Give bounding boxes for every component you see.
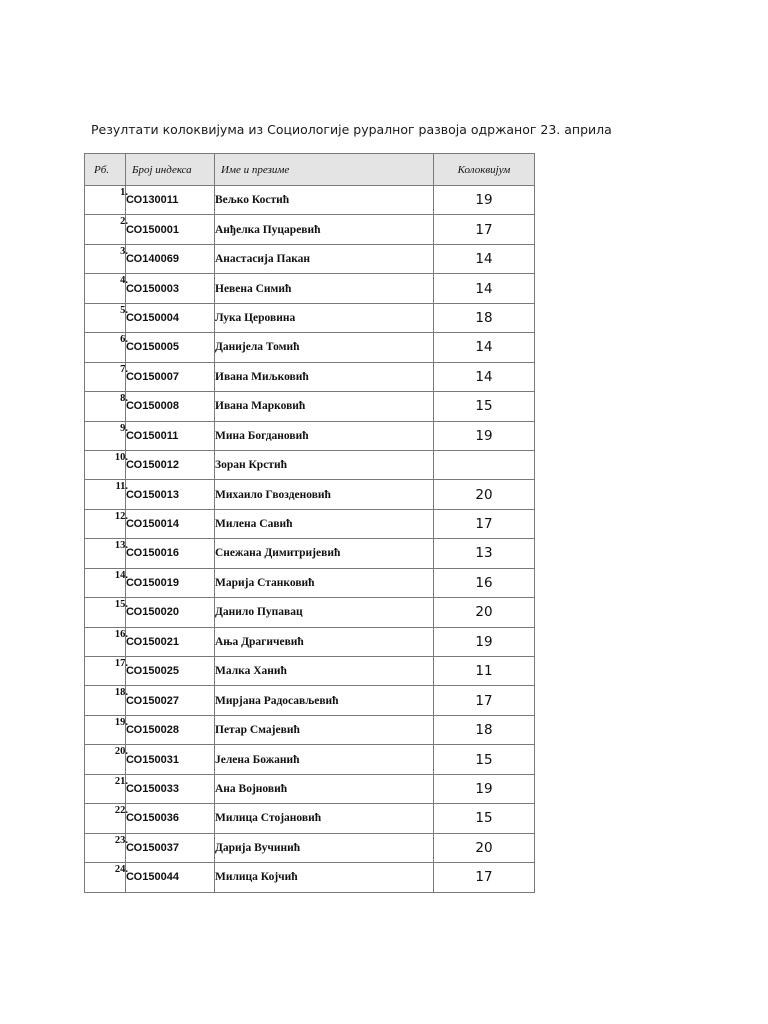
index-cell: СО150004 [126, 303, 215, 332]
name-cell: Петар Смајевић [215, 715, 434, 744]
index-cell: СО150012 [126, 450, 215, 479]
table-row [85, 804, 535, 833]
index-cell: СО150014 [126, 509, 215, 538]
score-cell: 19 [434, 627, 535, 656]
row-number: 4. [120, 275, 128, 287]
score-cell: 19 [434, 774, 535, 803]
row-number: 18. [114, 687, 128, 699]
name-cell: Малка Ханић [215, 657, 434, 686]
row-number: 2. [120, 216, 128, 228]
score-cell: 20 [434, 480, 535, 509]
header-rb: Рб. [85, 154, 126, 186]
index-cell: СО150019 [126, 568, 215, 597]
row-number-cell [85, 392, 126, 421]
score-cell: 14 [434, 244, 535, 273]
table-row [85, 362, 535, 391]
row-number: 21. [114, 775, 128, 787]
score-cell: 19 [434, 186, 535, 215]
score-cell: 20 [434, 833, 535, 862]
score-cell: 13 [434, 539, 535, 568]
row-number: 12. [114, 510, 128, 522]
table-row [85, 480, 535, 509]
score-cell: 16 [434, 568, 535, 597]
score-cell [434, 450, 535, 479]
score-cell: 14 [434, 362, 535, 391]
row-number-cell [85, 274, 126, 303]
row-number-cell [85, 303, 126, 332]
index-cell: СО150007 [126, 362, 215, 391]
table-row [85, 568, 535, 597]
name-cell: Мирјана Радосављевић [215, 686, 434, 715]
row-number-cell [85, 480, 126, 509]
row-number-cell [85, 598, 126, 627]
row-number-cell [85, 333, 126, 362]
table-row [85, 450, 535, 479]
header-score: Колоквијум [434, 154, 535, 186]
row-number: 9. [120, 422, 128, 434]
score-cell: 15 [434, 804, 535, 833]
score-cell: 18 [434, 303, 535, 332]
row-number: 3. [120, 245, 128, 257]
index-cell: СО150001 [126, 215, 215, 244]
score-cell: 15 [434, 745, 535, 774]
row-number: 8. [120, 393, 128, 405]
table-row [85, 539, 535, 568]
row-number-cell [85, 657, 126, 686]
index-cell: СО150016 [126, 539, 215, 568]
row-number: 6. [120, 334, 128, 346]
table-row [85, 627, 535, 656]
table-row [85, 833, 535, 862]
row-number: 24. [114, 864, 128, 876]
index-cell: СО130011 [126, 186, 215, 215]
row-number-cell [85, 244, 126, 273]
row-number-cell [85, 539, 126, 568]
row-number: 22. [114, 805, 128, 817]
row-number: 16. [114, 628, 128, 640]
name-cell: Анастасија Пакан [215, 244, 434, 273]
index-cell: СО150021 [126, 627, 215, 656]
row-number-cell [85, 421, 126, 450]
name-cell: Снежана Димитријевић [215, 539, 434, 568]
row-number-cell [85, 186, 126, 215]
table-row [85, 186, 535, 215]
name-cell: Ивана Миљковић [215, 362, 434, 391]
row-number-cell [85, 215, 126, 244]
table-row [85, 244, 535, 273]
name-cell: Милица Којчић [215, 863, 434, 892]
table-row [85, 686, 535, 715]
index-cell: СО150003 [126, 274, 215, 303]
name-cell: Зоран Крстић [215, 450, 434, 479]
score-cell: 20 [434, 598, 535, 627]
row-number-cell [85, 833, 126, 862]
row-number: 20. [114, 746, 128, 758]
row-number: 11. [115, 481, 128, 493]
index-cell: СО150027 [126, 686, 215, 715]
index-cell: СО150011 [126, 421, 215, 450]
name-cell: Михаило Гвозденовић [215, 480, 434, 509]
index-cell: СО150028 [126, 715, 215, 744]
table-row [85, 598, 535, 627]
name-cell: Анђелка Пуцаревић [215, 215, 434, 244]
index-cell: СО150013 [126, 480, 215, 509]
table-row [85, 333, 535, 362]
name-cell: Милица Стојановић [215, 804, 434, 833]
header-row [85, 154, 535, 186]
row-number: 1. [120, 187, 128, 198]
index-cell: СО150031 [126, 745, 215, 774]
score-cell: 19 [434, 421, 535, 450]
name-cell: Милена Савић [215, 509, 434, 538]
score-cell: 17 [434, 686, 535, 715]
table-row [85, 774, 535, 803]
table-row [85, 863, 535, 892]
score-cell: 14 [434, 333, 535, 362]
score-cell: 18 [434, 715, 535, 744]
score-cell: 15 [434, 392, 535, 421]
document-title: Резултати колоквијума из Социологије руралног развоја одржаног 23. априла [91, 122, 612, 137]
row-number-cell [85, 450, 126, 479]
name-cell: Ана Војновић [215, 774, 434, 803]
name-cell: Марија Станковић [215, 568, 434, 597]
name-cell: Вељко Костић [215, 186, 434, 215]
row-number: 7. [120, 363, 128, 375]
name-cell: Невена Симић [215, 274, 434, 303]
row-number: 15. [114, 599, 128, 611]
score-cell: 14 [434, 274, 535, 303]
score-cell: 17 [434, 509, 535, 538]
table-row [85, 509, 535, 538]
row-number-cell [85, 509, 126, 538]
row-number: 13. [114, 540, 128, 552]
results-table [84, 153, 535, 893]
row-number: 17. [114, 658, 128, 669]
row-number: 10. [114, 451, 128, 463]
name-cell: Дарија Вучинић [215, 833, 434, 862]
score-cell: 17 [434, 215, 535, 244]
row-number-cell [85, 568, 126, 597]
table-row [85, 421, 535, 450]
name-cell: Данијела Томић [215, 333, 434, 362]
row-number-cell [85, 715, 126, 744]
table-row [85, 303, 535, 332]
row-number: 19. [114, 716, 128, 728]
table-row [85, 215, 535, 244]
index-cell: СО150025 [126, 657, 215, 686]
name-cell: Ања Драгичевић [215, 627, 434, 656]
row-number-cell [85, 774, 126, 803]
name-cell: Јелена Божанић [215, 745, 434, 774]
table-row [85, 715, 535, 744]
index-cell: СО150036 [126, 804, 215, 833]
name-cell: Данило Пупавац [215, 598, 434, 627]
index-cell: СО150020 [126, 598, 215, 627]
name-cell: Ивана Марковић [215, 392, 434, 421]
row-number: 5. [120, 304, 128, 316]
index-cell: СО150044 [126, 863, 215, 892]
score-cell: 11 [434, 657, 535, 686]
name-cell: Лука Церовина [215, 303, 434, 332]
row-number-cell [85, 362, 126, 391]
row-number-cell [85, 627, 126, 656]
table-row [85, 392, 535, 421]
row-number-cell [85, 686, 126, 715]
header-name: Име и презиме [215, 154, 434, 186]
index-cell: СО150037 [126, 833, 215, 862]
row-number-cell [85, 804, 126, 833]
score-cell: 17 [434, 863, 535, 892]
index-cell: СО150033 [126, 774, 215, 803]
table-body [85, 186, 535, 893]
row-number: 23. [114, 834, 128, 846]
index-cell: СО150005 [126, 333, 215, 362]
name-cell: Мина Богдановић [215, 421, 434, 450]
table-row [85, 745, 535, 774]
row-number-cell [85, 863, 126, 892]
row-number-cell [85, 745, 126, 774]
header-index: Број индекса [126, 154, 215, 186]
row-number: 14. [114, 569, 128, 581]
index-cell: СО140069 [126, 244, 215, 273]
table-header [85, 154, 535, 186]
index-cell: СО150008 [126, 392, 215, 421]
table-row [85, 657, 535, 686]
table-row [85, 274, 535, 303]
